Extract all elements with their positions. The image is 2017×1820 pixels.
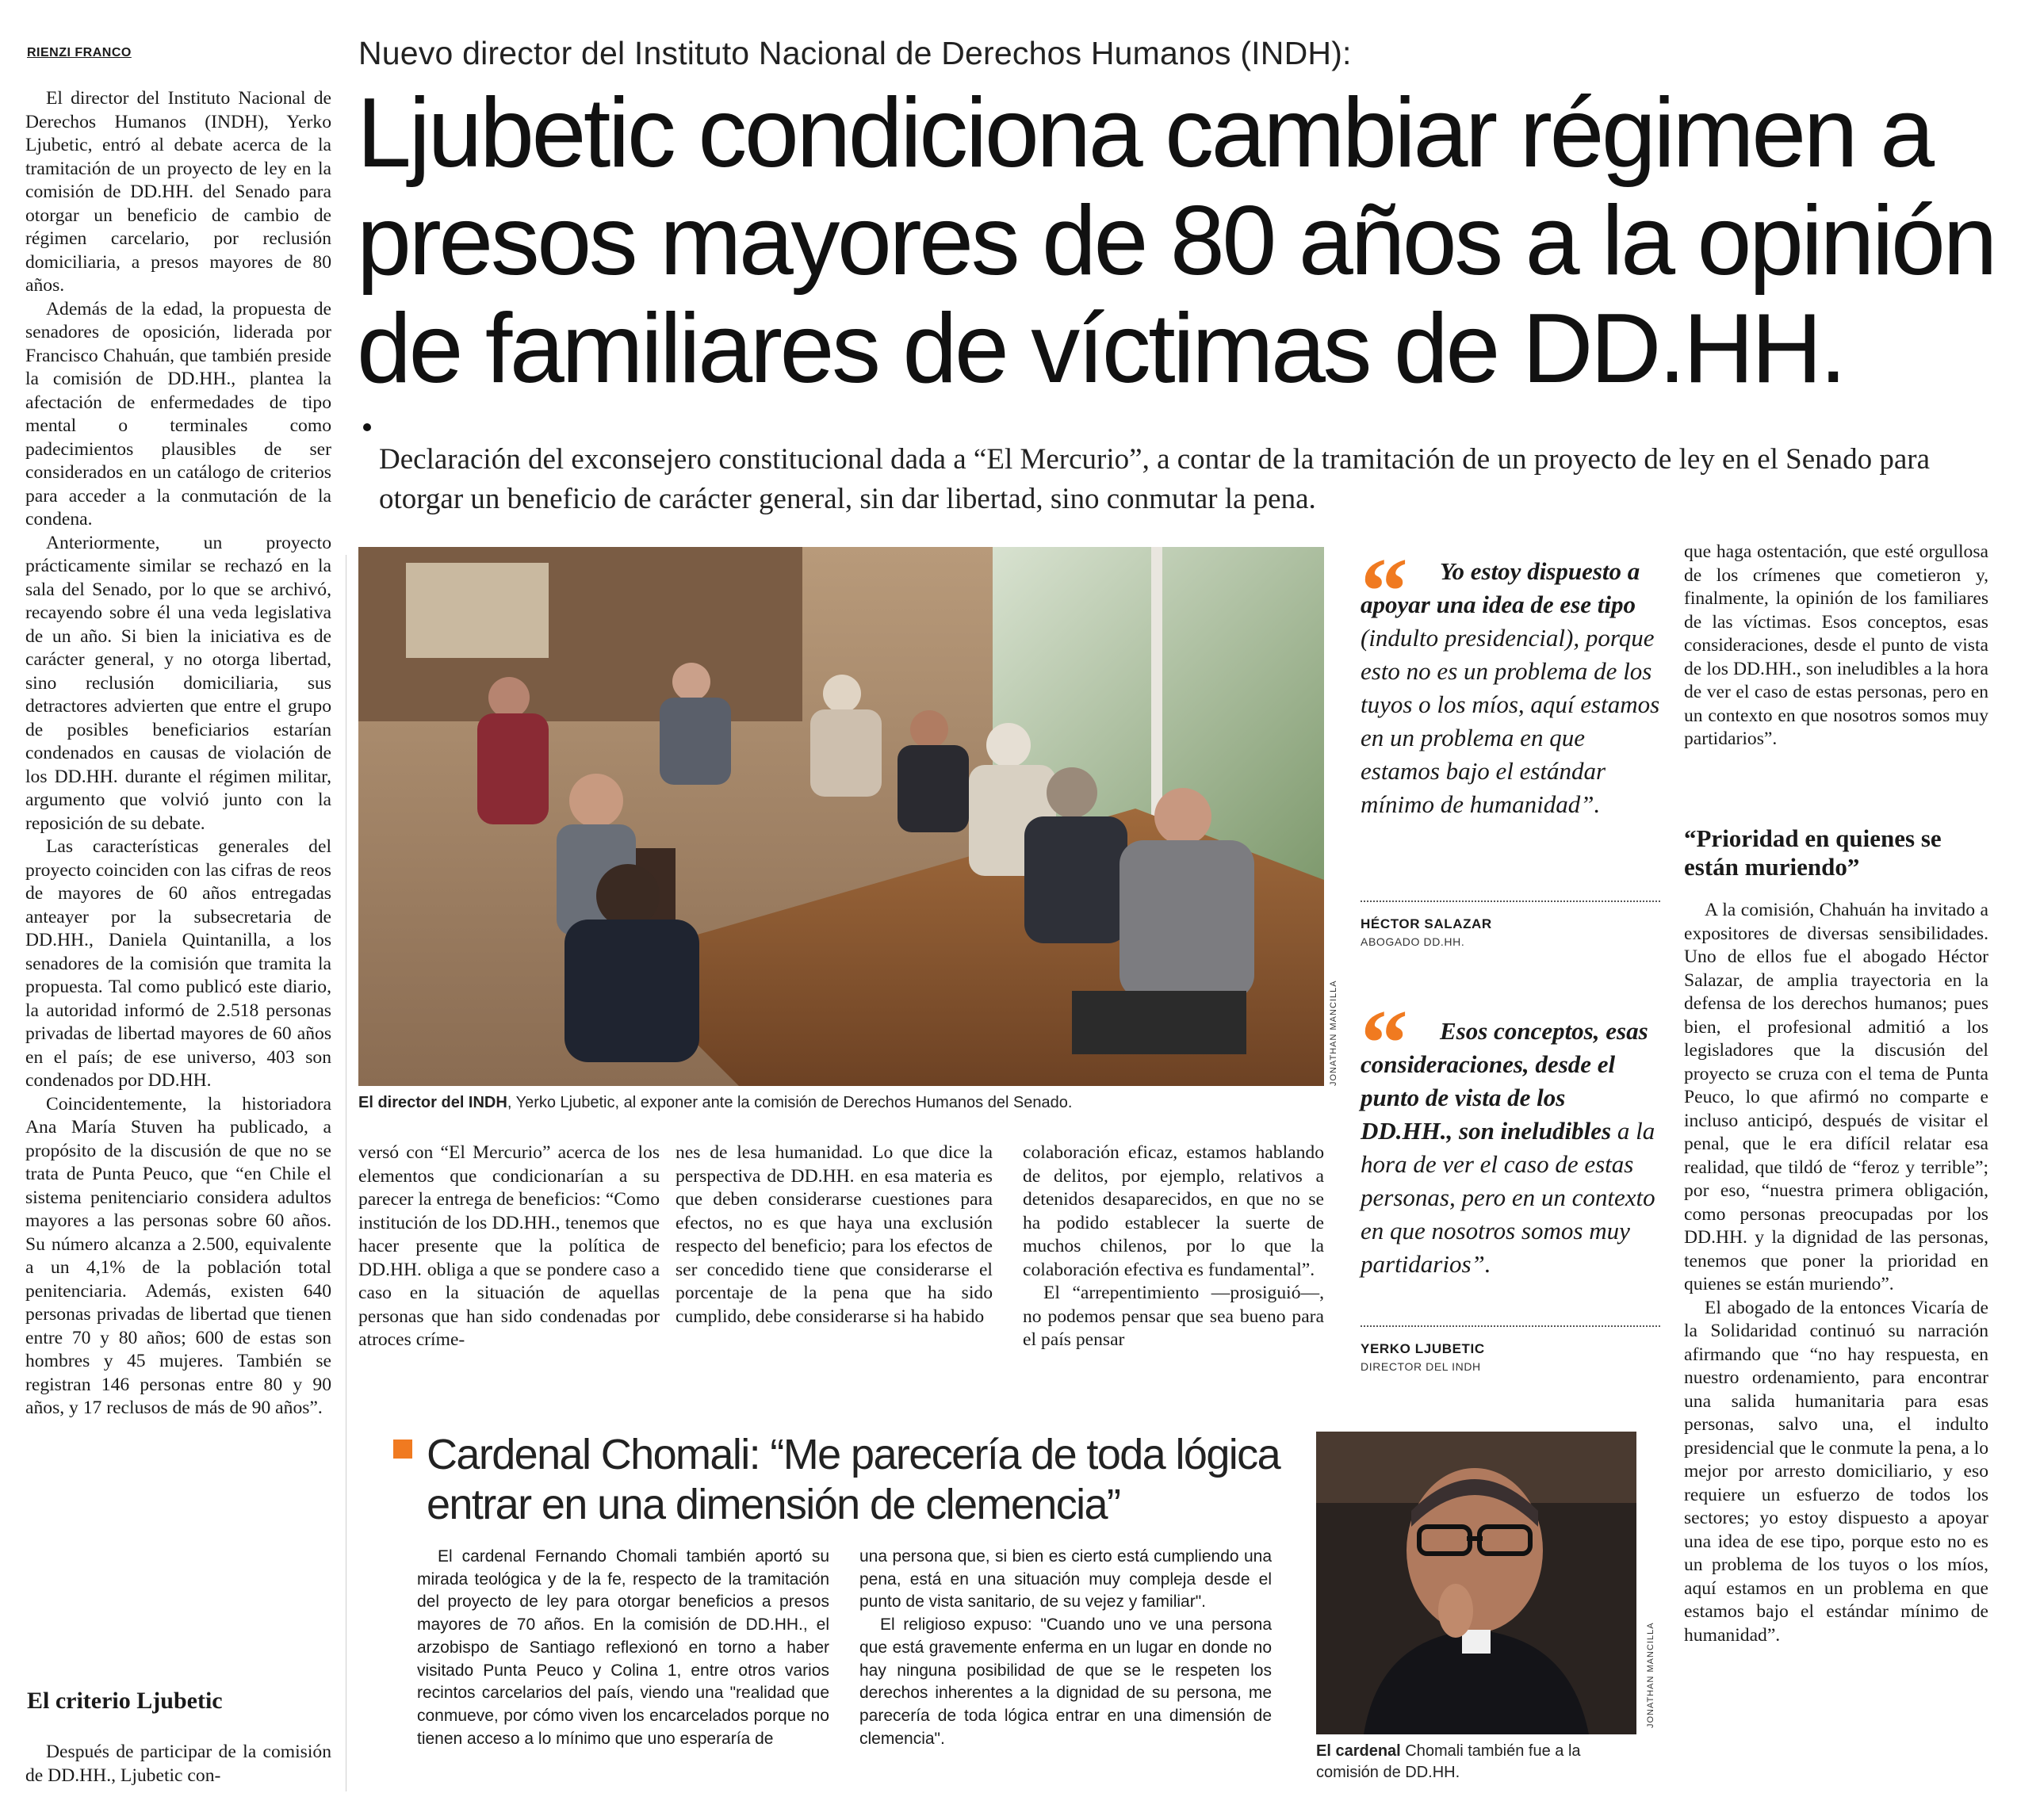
left-paragraph: Anteriormente, un proyecto prácticamente similar se rechazó en la sala del Senado, por lo que se archivó, recayendo sobre él una veda legislativa de un año. Si bien la iniciativa es de carácter general, y no otorga libertad, sino reclusión domiciliaria, sus detractores advierten que entre el grupo de posibles beneficiarios estarían condenados en causas de violación de los DD.HH. durante el régimen militar, argumento que volvió junto con la reposición de su debate.: [25, 532, 331, 834]
body-paragraph: colaboración eficaz, estamos hablando de delitos, por ejemplo, relativos a detenidos desaparecidos, en que no se ha podido establecer la suerte de muchos chilenos, por lo que la colaboración efectiva es fundamental”.: [1023, 1142, 1324, 1280]
quote-1-text: (indulto presidencial), porque esto no es un problema de los tuyos o los míos, aquí estamos en un problema en que estamos bajo el estándar mínimo de humanidad”.: [1361, 624, 1660, 818]
body-column-3: [1023, 1141, 1324, 1352]
left-paragraph: Además de la edad, la propuesta de senadores de oposición, liderada por Francisco Chahuán, que también preside la comisión de DD.HH., plantea la afectación de enfermedades de tipo mental o terminales como padecimientos plausibles de ser considerados en un catálogo de criterios para acceder a la conmutación de la condena.: [25, 298, 331, 530]
left-paragraph: Las características generales del proyecto coinciden con las cifras de reos de mayores de 60 años entregadas anteayer por la subsecretaria de DD.HH., Daniela Quintanilla, a los senadores de la comisión que tramita la propuesta. Tal como publicó este diario, la autoridad informó de 2.518 personas privadas de libertad mayores de 60 años en el país; de ese universo, 403 son condenados por DD.HH.: [25, 836, 331, 1091]
left-paragraph: Coincidentemente, la historiadora Ana María Stuven ha publicado, a propósito de la discusión de que no se trata de Punta Peuco, que “en Chile el sistema penitenciario considera adultos mayores a las personas sobre 60 años. Su número alcanza a 2.500, equivalente a un 4,1% de la población total penitenciaria. Además, existen 640 personas privadas de libertad que tienen entre 70 y 80 años; 600 de estas son hombres y 45 mujeres. También se registran 146 personas entre 80 y 90 años, y 17 reclusos de más de 90 años”.: [25, 1093, 331, 1418]
body-paragraph: El “arrepentimiento —prosiguió—, no podemos pensar que sea bueno para el país pensar: [1023, 1283, 1324, 1350]
meeting-photo-illustration: [358, 547, 1324, 1086]
headline: Ljubetic condiciona cambiar régimen a presos mayores de 80 años a la opinión de familiares de víctimas de DD.HH.: [357, 78, 1995, 403]
sidebar-title: Cardenal Chomali: “Me parecería de toda lógica entrar en una dimensión de clemencia”: [427, 1431, 1280, 1528]
right-lead-paragraph: que haga ostentación, que esté orgullosa de los crímenes que cometieron y, finalmente, la opinión de los familiares de las víctimas. Esos conceptos, esas consideraciones, desde el punto de vista de los DD.HH., son ineludibles a la hora de ver el caso de estas personas, pero en un contexto en que nosotros somos muy partidarios”.: [1684, 541, 1988, 749]
right-column: [1684, 899, 1988, 1647]
chomali-photo-caption: [1316, 1741, 1641, 1784]
quote-2-name: YERKO LJUBETIC: [1361, 1341, 1485, 1356]
right-column-lead: [1684, 541, 1988, 751]
quote-1-divider: [1361, 900, 1660, 902]
chomali-photo-credit: JONATHAN MANCILLA: [1646, 1622, 1655, 1728]
quote-2-role: DIRECTOR DEL INDH: [1361, 1360, 1481, 1373]
quote-1-name: HÉCTOR SALAZAR: [1361, 916, 1492, 931]
quote-1-role: ABOGADO DD.HH.: [1361, 935, 1465, 948]
left-column-tail: [25, 1741, 331, 1788]
kicker: Nuevo director del Instituto Nacional de Derechos Humanos (INDH):: [358, 35, 1352, 71]
sidebar-accent-square: [393, 1440, 412, 1459]
left-tail-paragraph: Después de participar de la comisión de DD.HH., Ljubetic con-: [25, 1742, 331, 1786]
body-column-1: [358, 1141, 660, 1352]
left-paragraph: El director del Instituto Nacional de Derechos Humanos (INDH), Yerko Ljubetic, entró al debate acerca de la tramitación de un proyecto de ley en la comisión de DD.HH. del Senado para otorgar un beneficio de cambio de régimen carcelario, por reclusión domiciliaria, a presos mayores de 80 años.: [25, 88, 331, 296]
quote-1: [1361, 555, 1662, 821]
main-photo-credit: JONATHAN MANCILLA: [1329, 980, 1338, 1086]
deck-bullet: [363, 423, 371, 431]
sidebar-paragraph: El cardenal Fernando Chomali también aportó su mirada teológica y de la fe, respecto de la tramitación del proyecto de ley para otorgar beneficios a presos mayores de 70 años. En la comisión de DD.HH., el arzobispo de Santiago reflexionó en torno a haber visitado Punta Peuco y Colina 1, entre otros varios recintos carcelarios del país, viendo una "realidad que conmueve, por cómo viven los encarcelados porque no tienen acceso a lo mínimo que uno esperaría de: [417, 1547, 829, 1748]
byline: RIENZI FRANCO: [27, 46, 132, 59]
chomali-photo: [1316, 1432, 1636, 1734]
right-paragraph: El abogado de la entonces Vicaría de la Solidaridad continuó su narración afirmando que “no hay respuesta, en nuestro ordenamiento, para encontrar una salida humanitaria para esas personas, salvo una, el indulto presidencial que le conmute la pena, a lo mejor por arresto domiciliario, y eso requiere un esfuerzo de todos los sectores; yo estoy dispuesto a apoyar una idea de ese tipo, porque esto no es un problema de los tuyos o los míos, aquí estamos en un problema en que estamos bajo el estándar mínimo de humanidad”.: [1684, 1297, 1988, 1646]
body-paragraph: nes de lesa humanidad. Lo que dice la perspectiva de DD.HH. en esa materia es que deben considerarse cuestiones para efectos, no es que haya una exclusión respecto del beneficio; para los efectos de ser concedido tiene que considerarse el porcentaje de la pena que ha sido cumplido, debe considerarse si ha habido: [676, 1142, 993, 1327]
chomali-caption-rest: Chomali también fue a la comisión de DD.HH.: [1316, 1742, 1581, 1781]
quote-2-text: a la hora de ver el caso de estas personas, pero en un contexto en que nosotros somos muy partidarios”.: [1361, 1117, 1655, 1278]
sidebar-column-2: [859, 1546, 1272, 1750]
body-paragraph: versó con “El Mercurio” acerca de los elementos que condicionarían a su parecer la entrega de beneficios: “Como institución de los DD.HH., tenemos que hacer presente que la política de DD.HH. obliga a que se pondere caso a caso en la situación de aquellas personas que han sido condenadas por atroces críme-: [358, 1142, 660, 1350]
left-column: [25, 87, 331, 1420]
right-paragraph: A la comisión, Chahuán ha invitado a expositores de diversas sensibilidades. Uno de ellos fue el abogado Héctor Salazar, de amplia trayectoria en la defensa de los derechos humanos; pues bien, el profesional admitió a los legisladores que la discusión del proyecto se cruza con el tema de Punta Peuco, lo que afirmó no comparte e incluso anticipó, después de visitar el penal, que le era difícil relatar esa realidad, que tildó de “feroz y terrible”; por eso, “nuestra primera obligación, como personas preocupadas por los DD.HH. y la dignidad de las personas, tenemos que poner la prioridad en quienes se están muriendo”.: [1684, 900, 1988, 1294]
chomali-caption-bold: El cardenal: [1316, 1742, 1401, 1760]
main-caption-bold: El director del INDH: [358, 1094, 507, 1111]
quote-mark-1: “: [1361, 538, 1397, 644]
deck: Declaración del exconsejero constitucional dada a “El Mercurio”, a contar de la tramitación de un proyecto de ley en el Senado para otorgar un beneficio de carácter general, sin dar libertad, sino conmutar la pena.: [379, 443, 1931, 515]
main-caption-rest: , Yerko Ljubetic, al exponer ante la comisión de Derechos Humanos del Senado.: [507, 1094, 1073, 1111]
main-photo: [358, 547, 1324, 1086]
right-subhead: “Prioridad en quienes se están muriendo”: [1684, 824, 1942, 881]
quote-1-bold: Yo estoy dispuesto a apoyar una idea de ese tipo: [1361, 557, 1640, 618]
quote-mark-2: “: [1361, 990, 1397, 1095]
quote-2: [1361, 1015, 1662, 1281]
main-photo-caption: [358, 1092, 1334, 1114]
left-subhead: El criterio Ljubetic: [27, 1688, 223, 1714]
cardinal-portrait-illustration: [1316, 1432, 1636, 1734]
quote-2-divider: [1361, 1325, 1660, 1327]
sidebar-column-1: [417, 1546, 829, 1750]
sidebar-paragraph: El religioso expuso: "Cuando uno ve una persona que está gravemente enferma en un lugar en donde no hay ninguna posibilidad de que se le respeten los derechos inherentes a la dignidad de su persona, me parecería de toda lógica entrar en una dimensión de clemencia".: [859, 1615, 1272, 1748]
body-column-2: [676, 1141, 993, 1329]
sidebar-paragraph: una persona que, si bien es cierto está cumpliendo una pena, está en una situación muy compleja desde el punto de vista sanitario, de su vejez y familiar".: [859, 1547, 1272, 1612]
quote-2-bold: Esos conceptos, esas consideraciones, desde el punto de vista de los DD.HH., son ineludibles: [1361, 1017, 1648, 1145]
